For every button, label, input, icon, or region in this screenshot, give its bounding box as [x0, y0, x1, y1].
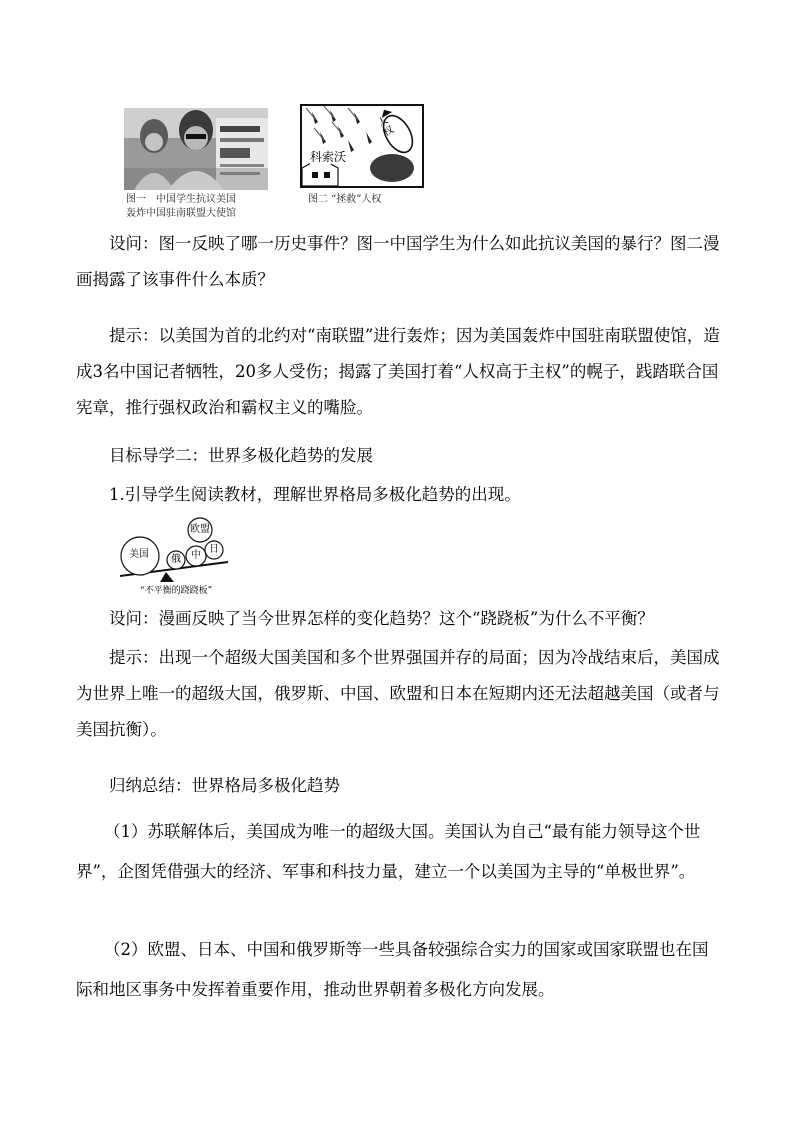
section-heading-2: 目标导学二：世界多极化趋势的发展 [109, 446, 373, 465]
summary-title: 归纳总结：世界格局多极化趋势 [109, 776, 340, 795]
figure1-caption-line2: 轰炸中国驻南联盟大使馆 [126, 208, 236, 219]
hint-paragraph-1: 提示：以美国为首的北约对“南联盟”进行轰炸；因为美国轰炸中国驻南联盟使馆，造成3名中国记者牺牲，20多人受伤；揭露了美国打着“人权高于主权”的幌子，践踏联合国宪章，推行强权政治和霸权主义的嘴脸。 [76, 326, 720, 417]
cartoon-label-bomb: 人权 [376, 114, 396, 140]
protest-photo [124, 108, 268, 190]
summary-point-2: （2）欧盟、日本、中国和俄罗斯等一些具备较强综合实力的国家或国家联盟也在国际和地区事务中发挥着重要作用，推动世界朝着多极化方向发展。 [76, 940, 709, 999]
seesaw-caption: “不平衡的跷跷板” [140, 586, 213, 596]
seesaw-label-japan: 日 [209, 544, 219, 555]
human-rights-cartoon [300, 104, 424, 188]
summary-point-1: （1）苏联解体后，美国成为唯一的超级大国。美国认为自己“最有能力领导这个世界”，企图凭借强大的经济、军事和科技力量，建立一个以美国为主导的“单极世界”。 [76, 822, 701, 881]
seesaw-label-china: 中 [191, 550, 201, 561]
seesaw-cartoon [116, 516, 236, 600]
question-paragraph-2: 设问：漫画反映了当今世界怎样的变化趋势？这个“跷跷板”为什么不平衡？ [109, 609, 654, 628]
question-paragraph-1: 设问：图一反映了哪一历史事件？图一中国学生为什么如此抗议美国的暴行？图二漫画揭露了该事件什么本质？ [76, 234, 720, 289]
guide-item-1: 1.引导学生阅读教材，理解世界格局多极化趋势的出现。 [109, 485, 521, 504]
figure2-caption: 图二 “拯救”人权 [308, 194, 382, 205]
seesaw-label-usa: 美国 [129, 549, 149, 560]
seesaw-label-russia: 俄 [171, 554, 181, 565]
seesaw-label-eu: 欧盟 [190, 524, 210, 535]
figure1-caption-line1: 图一 中国学生抗议美国 [126, 194, 236, 205]
hint-paragraph-2: 提示：出现一个超级大国美国和多个世界强国并存的局面；因为冷战结束后，美国成为世界上唯一的超级大国，俄罗斯、中国、欧盟和日本在短期内还无法超越美国（或者与美国抗衡）。 [76, 648, 720, 739]
cartoon-label-person: 科索沃 [310, 150, 347, 164]
